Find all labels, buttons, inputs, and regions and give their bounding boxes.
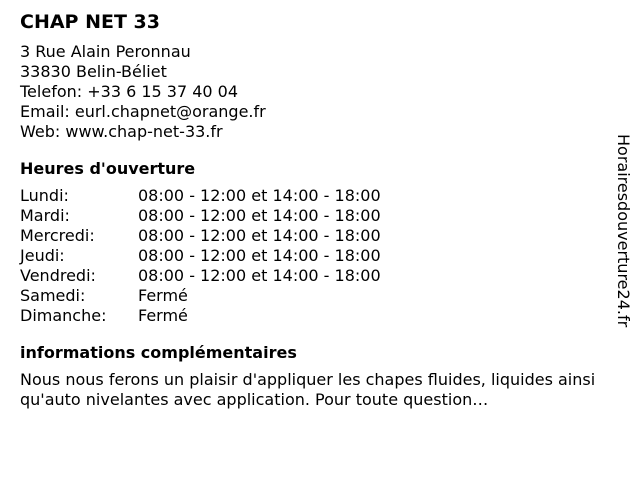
address-line-2: 33830 Belin-Béliet bbox=[20, 62, 167, 81]
hours-time-value: 08:00 - 12:00 et 14:00 - 18:00 bbox=[138, 206, 381, 225]
hours-day-label: Lundi: bbox=[20, 186, 69, 205]
address-line-1: 3 Rue Alain Peronnau bbox=[20, 42, 191, 61]
phone-line: Telefon: +33 6 15 37 40 04 bbox=[20, 82, 239, 101]
hours-row-wednesday bbox=[20, 226, 610, 246]
opening-hours-table bbox=[20, 186, 610, 326]
hours-time-value: Fermé bbox=[138, 306, 188, 325]
hours-row-sunday bbox=[20, 306, 610, 326]
opening-hours-heading: Heures d'ouverture bbox=[20, 159, 196, 178]
hours-time-value: 08:00 - 12:00 et 14:00 - 18:00 bbox=[138, 186, 381, 205]
hours-day-label: Dimanche: bbox=[20, 306, 107, 325]
hours-time-value: Fermé bbox=[138, 286, 188, 305]
additional-info-text: Nous nous ferons un plaisir d'appliquer les chapes fluides, liquides ainsi qu'auto nivelantes avec application. Pour toute question… bbox=[20, 370, 596, 409]
business-name: CHAP NET 33 bbox=[20, 11, 160, 33]
hours-row-saturday bbox=[20, 286, 610, 306]
business-card bbox=[20, 8, 610, 410]
hours-time-value: 08:00 - 12:00 et 14:00 - 18:00 bbox=[138, 266, 381, 285]
hours-day-label: Vendredi: bbox=[20, 266, 96, 285]
hours-time-value: 08:00 - 12:00 et 14:00 - 18:00 bbox=[138, 246, 381, 265]
brand-watermark: Horairesdouverture24.fr bbox=[614, 134, 633, 328]
additional-info-heading: informations complémentaires bbox=[20, 343, 297, 362]
hours-day-label: Samedi: bbox=[20, 286, 86, 305]
email-line: Email: eurl.chapnet@orange.fr bbox=[20, 102, 266, 121]
hours-day-label: Mardi: bbox=[20, 206, 70, 225]
hours-row-tuesday bbox=[20, 206, 610, 226]
hours-row-monday bbox=[20, 186, 610, 206]
hours-time-value: 08:00 - 12:00 et 14:00 - 18:00 bbox=[138, 226, 381, 245]
web-line: Web: www.chap-net-33.fr bbox=[20, 122, 223, 141]
hours-row-thursday bbox=[20, 246, 610, 266]
hours-day-label: Jeudi: bbox=[20, 246, 65, 265]
hours-day-label: Mercredi: bbox=[20, 226, 95, 245]
hours-row-friday bbox=[20, 266, 610, 286]
